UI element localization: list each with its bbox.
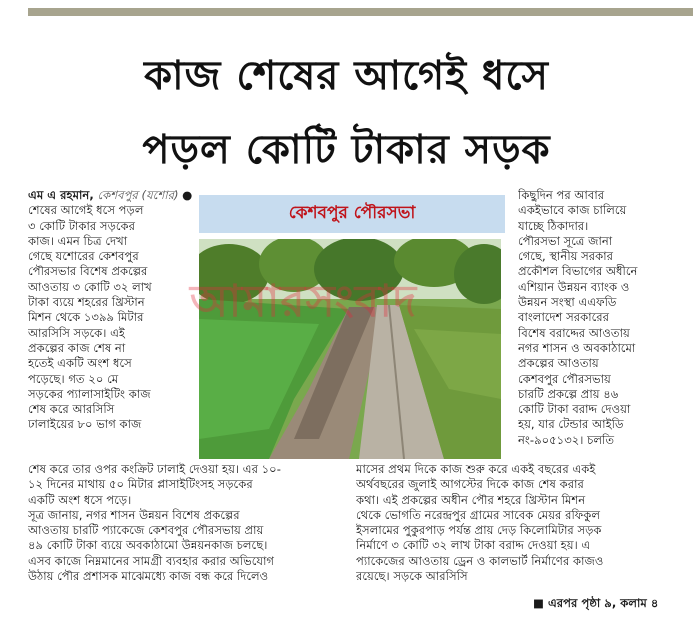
right-column (518, 188, 666, 448)
right-column-line: বিশেষ বরাদ্দের আওতায় (518, 325, 630, 340)
right-column-line: হয়, যার টেন্ডার আইডি (518, 417, 624, 432)
left-column-line: টাকা ব্যয়ে শহরের খ্রিস্টান (28, 295, 145, 310)
bottom-right-line: রয়েছে। সড়কে আরসিসি (356, 569, 468, 584)
continuation-note: ■ এরপর পৃষ্ঠা ৯, কলাম ৪ (533, 596, 659, 610)
bottom-left-line: ১২ দিনের মাথায় ৫০ মিটার প্লাসাইটিংসহ সড়কের (28, 477, 253, 492)
left-column-line: গেছে যশোরের কেশবপুর (28, 249, 139, 264)
right-column-line: চারটি প্রকল্পে প্রায় ৪৬ (518, 386, 619, 401)
headline-line-1: কাজ শেষের আগেই ধসে (144, 53, 549, 99)
left-column-line: ৩ কোটি টাকার সড়কের (28, 218, 136, 233)
right-column-line: একইভাবে কাজ চালিয়ে (518, 203, 627, 218)
watermark: আমারসংবাদ (190, 276, 418, 327)
left-column-line: পৌরসভার বিশেষ প্রকল্পের (28, 264, 148, 279)
left-column-line: সড়কের প্যালাসাইটিং কাজ (28, 386, 151, 401)
left-column-line: আরসিসি সড়কে। এই (28, 325, 125, 340)
bottom-left-line: এসব কাজে নিম্নমানের সামগ্রী ব্যবহার করার অভিযোগ (28, 553, 275, 568)
right-column-line: এশিয়ান উন্নয়ন ব্যাংক ও (518, 279, 630, 294)
bottom-left-line: আওতায় চারটি প্যাকেজে কেশবপুর পৌরসভায় প্রায় (28, 523, 264, 538)
bottom-right-line: অর্থবছরের জুলাই আগস্টের দিকে কাজ শেষ করার (356, 477, 584, 492)
left-column-line: কাজ। এমন চিত্র দেখা (28, 233, 128, 248)
left-column (28, 188, 196, 433)
bottom-left-line: শেষ করে তার ওপর কংক্রিট ঢালাই দেওয়া হয়। এর ১০- (28, 462, 281, 476)
right-column-line: প্রকৌশল বিভাগের অধীনে (518, 264, 638, 279)
top-rule (28, 8, 693, 16)
right-column-line: যাচ্ছে ঠিকাদার। (518, 218, 589, 233)
right-column-line: উন্নয়ন সংস্থা এএফডি (518, 295, 617, 310)
bottom-left-line: উঠায় পৌর প্রশাসক মাঝেমধ্যে কাজ বন্ধ করে দিলেও (28, 569, 269, 584)
byline: এম এ রহমান, কেশবপুর (যশোর) ● (28, 188, 193, 202)
right-column-line: কিছুদিন পর আবার (518, 188, 605, 202)
right-column-line: প্রকল্পের আওতায় (518, 356, 599, 371)
bottom-right-line: থেকে ভোগতি নরেন্দ্রপুর গ্রামের সাবেক মেয়র রফিকুল (356, 507, 601, 522)
right-column-line: গেছে, স্থানীয় সরকার (518, 249, 614, 264)
bottom-right-line: মাসের প্রথম দিকে কাজ শুরু করে একই বছরের একই (356, 462, 596, 476)
byline-place: কেশবপুর (যশোর) (97, 188, 179, 202)
bottom-left-line: একটি অংশ ধসে পড়ে। (28, 492, 132, 507)
left-column-line: শেষ করে আরসিসি (28, 402, 115, 417)
headline-line-2: পড়ল কোটি টাকার সড়ক (142, 127, 551, 173)
right-column-line: পৌরসভা সূত্রে জানা (518, 233, 613, 248)
right-column-line: কেশবপুর পৌরসভায় (518, 371, 611, 386)
left-column-line: মিশন থেকে ১৩৯৯ মিটার (28, 310, 144, 325)
bottom-right-line: নির্মাণে ৩ কোটি ৩২ লাখ টাকা বরাদ্দ দেওয়া হয়। এ (356, 538, 591, 553)
photo-title: কেশবপুর পৌরসভা (288, 203, 416, 223)
bottom-left-line: সূত্র জানায়, নগর শাসন উন্নয়ন বিশেষ প্রকল্পের (28, 507, 240, 522)
bottom-left-line: ৪৯ কোটি টাকা ব্যয়ে অবকাঠামো উন্নয়নকাজ চলছে। (28, 538, 268, 553)
right-column-line: কোটি টাকা বরাদ্দ দেওয়া (518, 402, 631, 417)
left-column-line: শেষের আগেই ধসে পড়ল (28, 203, 144, 218)
right-column-line: নগর শাসন ও অবকাঠামো (518, 340, 636, 355)
bottom-right-line: কথা। এই প্রকল্পের অধীন পৌর শহরে খ্রিস্টান মিশন (356, 492, 586, 507)
photo-title-banner (199, 195, 505, 233)
left-column-line: হতেই একটি অংশ ধসে (28, 356, 132, 371)
left-column-line: প্রকল্পের কাজ শেষ না (28, 340, 126, 355)
left-column-line: আওতায় ৩ কোটি ৩২ লাখ (28, 279, 152, 294)
left-column-line: পড়েছে। গত ২০ মে (28, 371, 119, 386)
left-column-line: ঢালাইয়ের ৮০ ভাগ কাজ (28, 417, 142, 432)
bottom-right-line: ইসলামের পুকুরপাড় পর্যন্ত প্রায় দেড় কিলোমিটার সড়ক (356, 523, 602, 538)
right-column-line: বাংলাদেশ সরকারের (518, 310, 610, 325)
right-column-line: নং-৯০৫১৩২। চলতি (518, 432, 615, 447)
byline-name: এম এ রহমান, (28, 188, 94, 202)
bottom-right-line: প্যাকেজের আওতায় ড্রেন ও কালভার্ট নির্মাণের কাজও (356, 553, 604, 568)
